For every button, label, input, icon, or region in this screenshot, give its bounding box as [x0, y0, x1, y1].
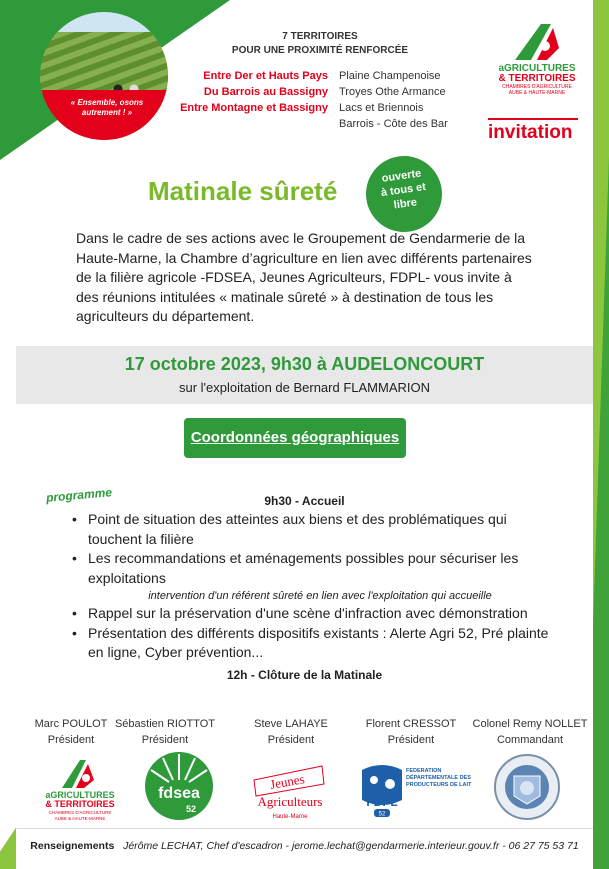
svg-text:52: 52 [185, 804, 197, 814]
list-item: • Rappel sur la préservation d'une scène d'infraction avec démonstration [70, 604, 560, 624]
programme-end: 12h - Clôture de la Matinale [226, 668, 383, 682]
chambre-agriculture-logo: aGRICULTURES & TERRITOIRES CHAMBRES D'AGRICULTURE AUBE & HAUTE-MARNE [487, 20, 587, 96]
chambre-agriculture-logo-small [40, 754, 120, 829]
territories-right: Plaine Champenoise Troyes Othe Armance Lacs et Briennois Barrois - Côte des Bar [339, 70, 448, 130]
jeunes-agriculteurs-logo [250, 762, 330, 829]
svg-text:Jeunes: Jeunes [268, 771, 306, 792]
programme-list [70, 510, 560, 663]
list-item: • Point de situation des atteintes aux biens et des problématiques qui touchent la filière [70, 510, 560, 549]
gendarmerie-seal [494, 754, 560, 825]
open-badge: ouverte à tous et libre [361, 151, 447, 237]
fdsea-logo [143, 750, 215, 827]
programme-start: 9h30 - Accueil [264, 494, 345, 508]
signatory: Colonel Remy NOLLET Commandant [472, 718, 588, 746]
svg-text:FDPL: FDPL [366, 795, 398, 809]
footer-label: Renseignements [30, 840, 115, 852]
territories-left: Entre Der et Hauts Pays Du Barrois au Bassigny Entre Montagne et Bassigny [180, 70, 328, 114]
fdpl-logo: FDPL 52 FÉDÉRATION DÉPARTEMENTALE DES PRODUCTEURS DE LAIT [358, 760, 478, 825]
footer-contact[interactable]: Jérôme LECHAT, Chef d'escadron - jerome.lechat@gendarmerie.interieur.gouv.fr - 06 27 75 53 71 [123, 840, 579, 852]
territories-title: 7 TERRITOIRES POUR UNE PROXIMITÉ RENFORCÉE [231, 31, 409, 56]
list-item: • Présentation des différents dispositifs existants : Alerte Agri 52, Pré plainte en ligne, Cyber prévention... [70, 624, 560, 663]
slogan: « Ensemble, osons autrement ! » [70, 98, 144, 117]
svg-text:Agriculteurs: Agriculteurs [257, 794, 323, 809]
signatory: Steve LAHAYE Président [254, 718, 328, 746]
page-title: Matinale sûreté [148, 176, 338, 206]
chambre-logo-icon [511, 20, 561, 64]
list-item: • Les recommandations et aménagements possibles pour sécuriser les exploitations [70, 549, 560, 588]
svg-text:fdsea: fdsea [158, 785, 200, 802]
footer [16, 828, 593, 864]
event-date: 17 octobre 2023, 9h30 à AUDELONCOURT [124, 354, 485, 374]
programme-label: programme [45, 485, 113, 505]
svg-text:aGRICULTURES: aGRICULTURES [45, 790, 115, 800]
signatory: Sébastien RIOTTOT Président [114, 718, 216, 746]
signatory: Marc POULOT Président [34, 718, 108, 746]
invitation-label: invitation [488, 122, 573, 143]
event-banner [16, 346, 593, 404]
svg-text:Haute-Marne: Haute-Marne [272, 814, 308, 820]
geo-coordinates-link[interactable]: Coordonnées géographiques [184, 418, 406, 458]
svg-text:& TERRITOIRES: & TERRITOIRES [45, 799, 115, 809]
header-photo [40, 12, 168, 140]
svg-text:AUBE & HAUTE-MARNE: AUBE & HAUTE-MARNE [54, 816, 106, 821]
intro-text: Dans le cadre de ses actions avec le Groupement de Gendarmerie de la Haute-Marne, la Chambre d’agriculture en lien avec différents partenaires de la filière agricole -FDSEA, Jeunes Agriculteurs, FDPL- vous invite à des réunions intitulées « matinale sûreté » à destination de tous les agriculteurs du département. [76, 230, 532, 324]
event-location: sur l'exploitation de Bernard FLAMMARION [178, 380, 431, 395]
signatory: Florent CRESSOT Président [365, 718, 457, 746]
svg-text:52: 52 [378, 811, 386, 818]
programme-note: intervention d'un référent sûreté en lien avec l'exploitation qui accueille [148, 590, 492, 602]
svg-text:CHAMBRES D'AGRICULTURE: CHAMBRES D'AGRICULTURE [48, 810, 112, 815]
invitation-rule [488, 118, 578, 120]
